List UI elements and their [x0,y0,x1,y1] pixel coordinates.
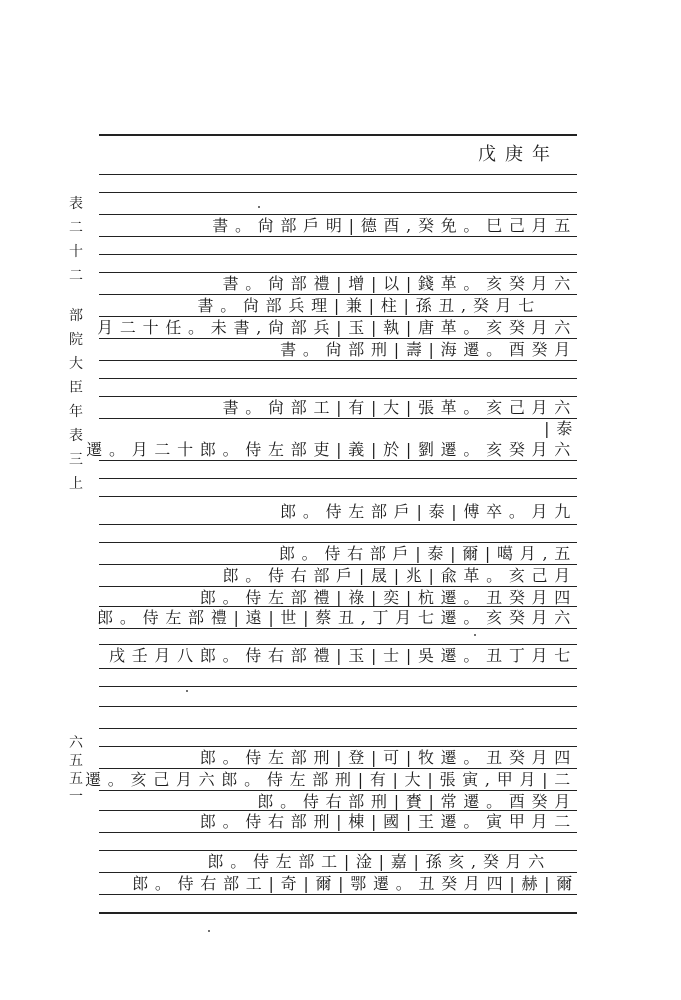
table-rule [99,668,577,669]
table-rule [99,214,577,215]
table-row: 書。尙部戶明|德酉,癸免。巳己月五 [212,216,577,235]
page-number-char: 五 [69,771,83,787]
side-title-char: 部 [69,308,83,324]
table-rule [99,418,577,419]
table-rule [99,644,577,645]
side-title-char: 二 [69,220,83,236]
table-rule [99,360,577,361]
table-row: 郎。侍左部禮|遠|世|蔡丑,丁月七遷。亥癸月六 [97,608,577,627]
table-rule [99,728,577,729]
side-title-char: 大 [69,356,83,372]
table-row: 遷。亥己月六郎。侍左部刑|有|大|張寅,甲月|二 [85,770,577,789]
side-title-char: 表 [69,196,83,212]
table-rule [99,338,577,339]
side-title-char: 表 [69,428,83,444]
table-bottom-rule [99,912,577,914]
table-row: 郎。侍右部戶|泰|爾|噶月,五 [278,544,577,563]
table-row: 郎。侍右部工|奇|爾|鄂遷。丑癸月四|赫|爾 [132,874,579,893]
table-rule [99,564,577,565]
table-row: 書。尙部刑|壽|海遷。酉癸月 [280,340,577,359]
table-rule [99,586,577,587]
side-title-char: 十 [69,244,83,260]
table-rule [99,236,577,237]
table-rule [99,628,577,629]
side-title-char: 年 [69,404,83,420]
table-rule [99,378,577,379]
table-rule [99,478,577,479]
ink-speck [258,206,260,208]
side-title-char: 院 [69,332,83,348]
table-row: 月二十任。未書,尙部兵|玉|執|唐革。亥癸月六 [97,318,577,337]
table-rule [99,850,577,851]
table-rule [99,810,577,811]
table-rule [99,894,577,895]
table-rule [99,790,577,791]
table-rule [99,192,577,193]
table-rule [99,174,577,175]
table-rule [99,254,577,255]
table-rule [99,460,577,461]
table-row: 戌壬月八郎。侍右部禮|玉|士|吳遷。丑丁月七 [108,646,577,665]
table-rule [99,832,577,833]
ink-speck [208,930,210,932]
table-rule [99,606,577,607]
side-title-char: 上 [69,476,83,492]
page-number-char: 一 [69,789,83,805]
ink-speck [186,690,188,692]
table-rule [99,396,577,397]
table-rule [99,768,577,769]
table-rule [99,496,577,497]
table-row: 郎。侍右部刑|棟|國|王遷。寅甲月二 [199,812,577,831]
table-top-rule [99,134,577,136]
table-rule [99,524,577,525]
table-rule [99,706,577,707]
table-row: 郎。侍左部禮|祿|奕|杭遷。丑癸月四 [199,588,577,607]
table-rule [99,316,577,317]
table-row: 書。尙部兵理|兼|柱|孫丑,癸月七 [197,296,541,315]
page-number-char: 六 [69,735,83,751]
table-rule [99,686,577,687]
year-heading: 戊庚年 [478,144,559,165]
table-row: 郎。侍右部刑|賚|常遷。酉癸月 [257,792,577,811]
side-title-char: 臣 [69,380,83,396]
table-row: 郎。侍左部刑|登|可|牧遷。丑癸月四 [199,748,577,767]
table-row: 遷。月二十郎。侍左部吏|義|於|劉遷。亥癸月六 [86,440,577,459]
table-rule [99,294,577,295]
table-row: |泰 [544,419,579,438]
ink-speck [474,634,476,636]
table-rule [99,746,577,747]
table-rule [99,872,577,873]
table-rule [99,272,577,273]
table-rule [99,542,577,543]
table-row: 書。尙部禮|增|以|錢革。亥癸月六 [222,274,577,293]
page-number-char: 五 [69,753,83,769]
side-title-char: 三 [69,452,83,468]
table-row: 郎。侍左部戶|泰|傅卒。月九 [280,502,577,521]
table-row: 書。尙部工|有|大|張革。亥己月六 [222,398,577,417]
side-title-char: 二 [69,268,83,284]
table-row: 郎。侍右部戶|晟|兆|兪革。亥己月 [222,566,577,585]
table-row: 郎。侍左部工|淦|嘉|孫亥,癸月六 [207,852,551,871]
